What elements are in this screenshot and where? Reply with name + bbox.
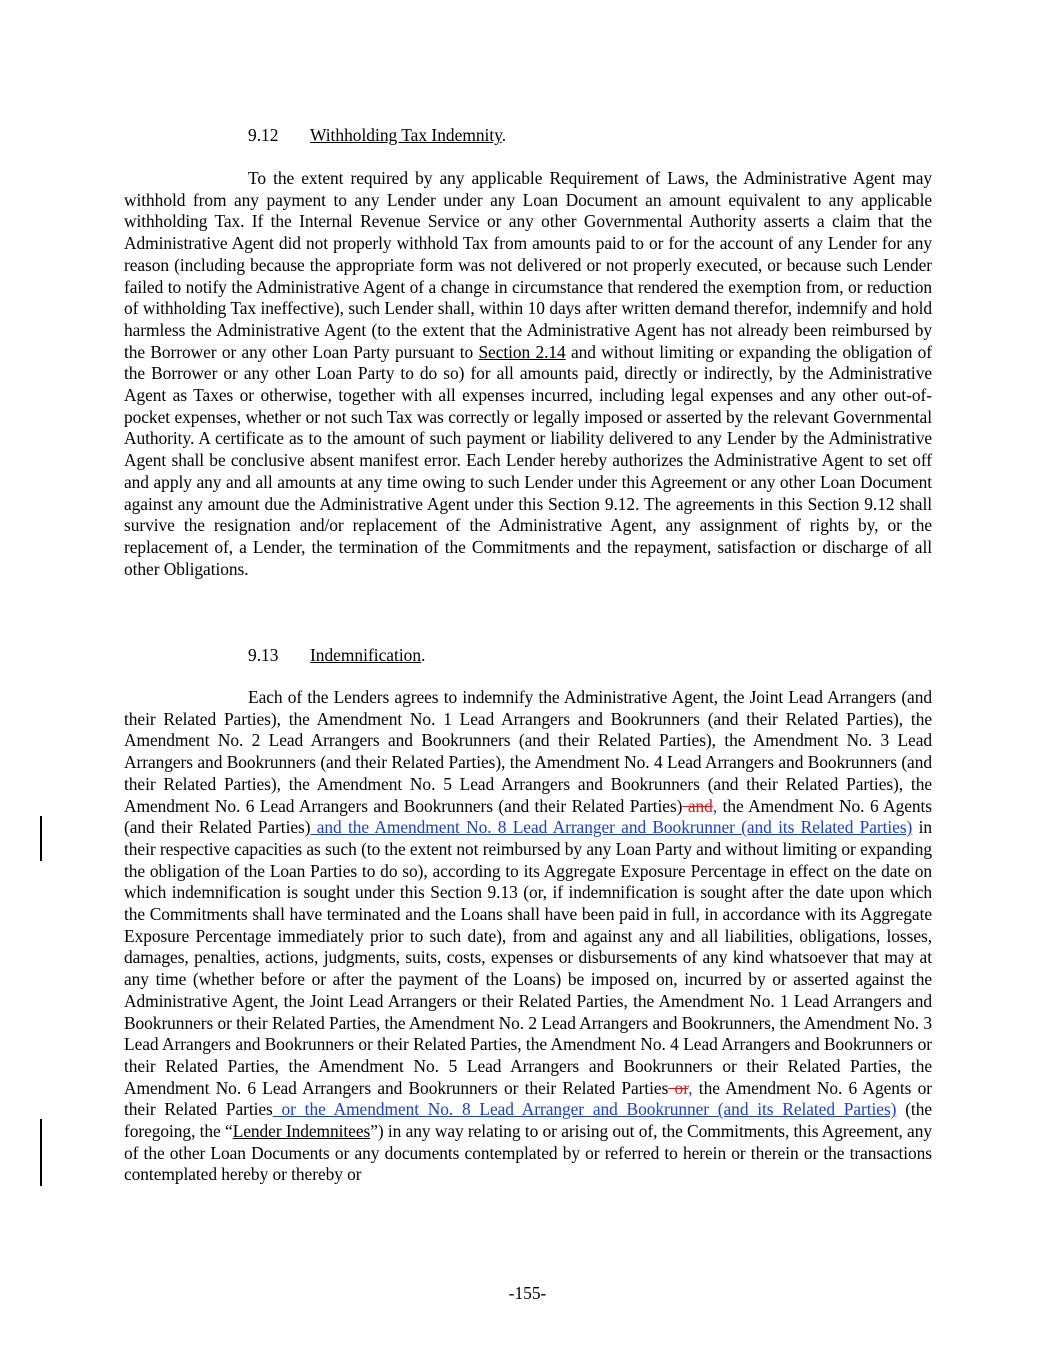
section-title: Withholding Tax Indemnity [310,125,502,145]
paragraph-text: and without limiting or expanding the obligation of the Borrower or any other Loan Party to do so) for all amounts paid, directly or indirectly, by the Administrative Agent as Taxes or otherwise, together with all expenses incurred, including legal expenses and any other out-of-pocket expenses, whether or not such Tax was correctly or legally imposed or asserted by the relevant Governmental Authority. A certificate as to the amount of such payment or liability delivered to any Lender by the Administrative Agent shall be conclusive absent manifest error. Each Lender hereby authorizes the Administrative Agent to set off and apply any and all amounts at any time owing to such Lender under this Agreement or any other Loan Document against any amount due the Administrative Agent under this Section 9.12. The agreements in this Section 9.12 shall survive the resignation and/or replacement of the Administrative Agent, any assignment of rights by, or the replacement of, a Lender, the termination of the Commitments and the repayment, satisfaction or discharge of all other Obligations. [124,341,933,579]
section-heading-9-12 [248,125,506,147]
section-title: Indemnification [310,645,422,665]
paragraph-text: To the extent required by any applicable Requirement of Laws, the Administrative Agent may withhold from any payment to any Lender under any Loan Document an amount equivalent to any applicable withholding Tax. If the Internal Revenue Service or any other Governmental Authority asserts a claim that the Administrative Agent did not properly withhold Tax from amounts paid to or for the account of any Lender for any reason (including because the appropriate form was not delivered or not properly executed, or because such Lender failed to notify the Administrative Agent of a change in circumstance that rendered the exemption from, or reduction of withholding Tax ineffective), such Lender shall, within 10 days after written demand therefor, indemnify and hold harmless the Administrative Agent (to the extent that the Administrative Agent has not already been reimbursed by the Borrower or any other Loan Party pursuant to [124,168,932,362]
inserted-text: , [712,795,718,816]
paragraph-text: Each of the Lenders agrees to indemnify the Administrative Agent, the Joint Lead Arrangers (and their Related Parties), the Amendment No. 1 Lead Arrangers and Bookrunners (and their Related Parties), the Amendment No. 2 Lead Arrangers and Bookrunners (and their Related Parties), the Amendment No. 3 Lead Arrangers and Bookrunners (and their Related Parties), the Amendment No. 4 Lead Arrangers and Bookrunners (and their Related Parties), the Amendment No. 5 Lead Arrangers and Bookrunners (and their Related Parties), the Amendment No. 6 Lead Arrangers and Bookrunners (and their Related Parties) [124,687,932,816]
inserted-text: and the Amendment No. 8 Lead Arranger and Bookrunner (and its Related Parties) [310,817,913,838]
change-bar [40,816,42,861]
paragraph-text: (the foregoing, the “ [124,1099,932,1142]
paragraph-indemnification [124,687,932,1186]
inserted-text: or the Amendment No. 8 Lead Arranger and Bookrunner (and its Related Parties) [272,1099,897,1120]
section-reference: Section 2.14 [478,341,566,362]
defined-term: Lender Indemnitees [232,1121,371,1142]
section-number: 9.13 [248,645,279,665]
section-title-period: . [421,645,426,665]
paragraph-text: ”) in any way relating to or arising out of, the Commitments, this Agreement, any of the other Loan Documents or any documents contemplated by or referred to herein or therein or the transactions contemplated hereby or thereby or [124,1121,932,1185]
change-bar [40,1119,42,1186]
paragraph-text: the Amendment No. 6 Agents or their Related Parties [124,1077,932,1120]
section-heading-9-13 [248,645,425,667]
page-number: -155- [508,1283,547,1303]
section-number: 9.12 [248,125,279,145]
paragraph-text: the Amendment No. 6 Agents (and their Related Parties) [124,795,932,838]
inserted-text: , [688,1077,693,1098]
deleted-text: and [682,795,713,816]
paragraph-withholding-tax [124,168,932,580]
deleted-text: or [668,1077,689,1098]
paragraph-text: in their respective capacities as such (to the extent not reimbursed by any Loan Party and without limiting or expanding the obligation of the Loan Parties to do so), according to its Aggregate Exposure Percentage in effect on the date on which indemnification is sought under this Section 9.13 (or, if indemnification is sought after the date upon which the Commitments shall have terminated and the Loans shall have been paid in full, in accordance with its Aggregate Exposure Percentage immediately prior to such date), from and against any and all liabilities, obligations, losses, damages, penalties, actions, judgments, suits, costs, expenses or disbursements of any kind whatsoever that may at any time (whether before or after the payment of the Loans) be imposed on, incurred by or asserted against the Administrative Agent, the Joint Lead Arrangers or their Related Parties, the Amendment No. 1 Lead Arrangers and Bookrunners or their Related Parties, the Amendment No. 2 Lead Arrangers and Bookrunners, the Amendment No. 3 Lead Arrangers and Bookrunners or their Related Parties, the Amendment No. 4 Lead Arrangers and Bookrunners or their Related Parties, the Amendment No. 5 Lead Arrangers and Bookrunners or their Related Parties, the Amendment No. 6 Lead Arrangers and Bookrunners or their Related Parties [124,817,932,1098]
section-title-period: . [501,125,507,145]
